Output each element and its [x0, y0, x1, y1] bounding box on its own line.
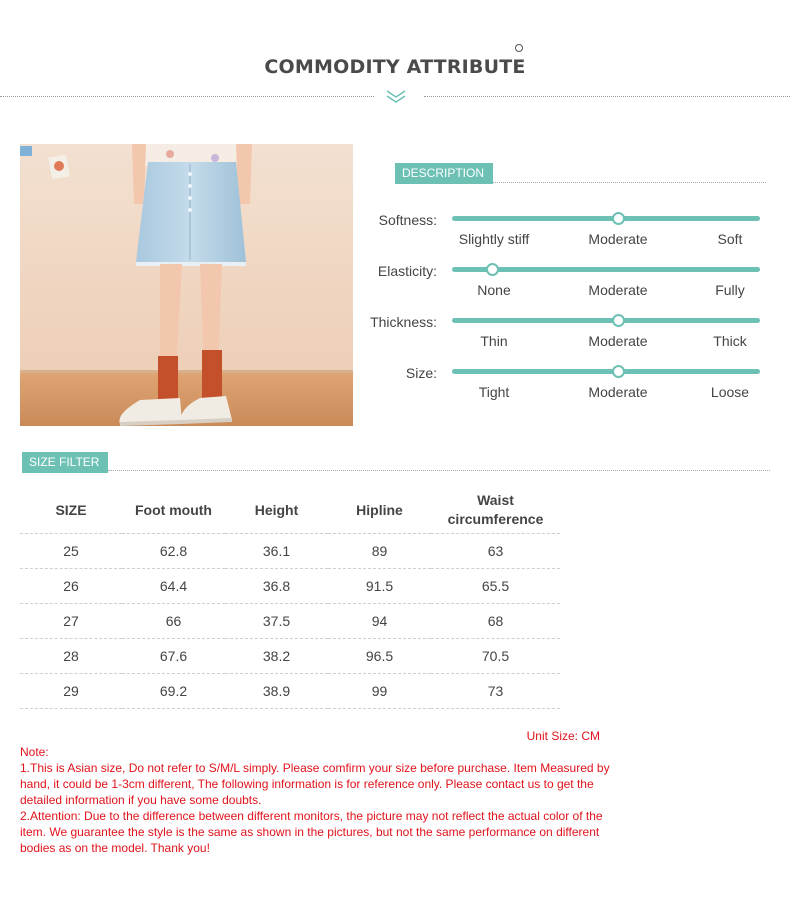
attribute-option: Slightly stiff [458, 231, 530, 247]
table-cell: 96.5 [328, 639, 431, 674]
table-row [20, 569, 560, 604]
size-filter-divider [108, 470, 770, 471]
attribute-option: Moderate [588, 231, 648, 247]
product-photo [20, 144, 353, 426]
table-cell: 94 [328, 604, 431, 639]
attribute-option: Moderate [588, 384, 648, 400]
size-filter-tag: SIZE FILTER [22, 452, 108, 473]
degree-icon [515, 44, 523, 52]
note-item: 1.This is Asian size, Do not refer to S/M/L simply. Please comfirm your size before purchase. Item Measured by hand, it could be 1-3cm different, The following information is for reference only. Please contact us to get the detailed information if you have some doubts. [20, 761, 610, 807]
table-cell: 29 [20, 674, 122, 709]
attribute-label: Softness: [378, 212, 437, 228]
table-cell: 68 [431, 604, 560, 639]
table-cell: 89 [328, 534, 431, 569]
attribute-option: Thick [713, 333, 747, 349]
table-cell: 37.5 [225, 604, 328, 639]
table-cell: 25 [20, 534, 122, 569]
attribute-option: Tight [478, 384, 510, 400]
attribute-label: Size: [405, 365, 437, 381]
double-chevron-down-icon [385, 88, 407, 104]
attribute-size [360, 364, 770, 408]
table-row [20, 534, 560, 569]
attribute-option: Fully [715, 282, 745, 298]
attribute-track [452, 369, 760, 374]
page-title: COMMODITY ATTRIBUTE [264, 56, 526, 78]
table-cell: 70.5 [431, 639, 560, 674]
table-cell: 36.8 [225, 569, 328, 604]
attribute-option: Loose [710, 384, 750, 400]
attribute-track [452, 318, 760, 323]
table-cell: 64.4 [122, 569, 225, 604]
description-tag: DESCRIPTION [395, 163, 493, 184]
table-cell: 69.2 [122, 674, 225, 709]
column-header: Foot mouth [122, 487, 225, 534]
table-cell: 73 [431, 674, 560, 709]
attribute-option: Moderate [588, 333, 648, 349]
table-cell: 27 [20, 604, 122, 639]
note-heading: Note: [20, 745, 49, 759]
column-header: Hipline [328, 487, 431, 534]
attribute-knob [612, 314, 625, 327]
column-header: Waist circumference [431, 487, 560, 534]
unit-size-label: Unit Size: CM [526, 729, 600, 743]
table-header-row [20, 487, 560, 534]
table-cell: 38.9 [225, 674, 328, 709]
header-divider-right [424, 96, 790, 97]
attribute-label: Thickness: [370, 314, 437, 330]
attribute-option: Soft [717, 231, 743, 247]
table-cell: 28 [20, 639, 122, 674]
size-table [20, 487, 560, 709]
attribute-elasticity [360, 262, 770, 306]
table-cell: 99 [328, 674, 431, 709]
column-header: SIZE [20, 487, 122, 534]
note-item: 2.Attention: Due to the difference between different monitors, the picture may not reflect the actual color of the item. We guarantee the style is the same as shown in the pictures, but not the same performance on different bodies as on the model. Thank you! [20, 809, 603, 855]
product-photo-illustration [20, 144, 353, 426]
table-cell: 63 [431, 534, 560, 569]
attribute-thickness [360, 313, 770, 357]
attribute-option: None [477, 282, 511, 298]
table-cell: 91.5 [328, 569, 431, 604]
table-row [20, 674, 560, 709]
attribute-knob [612, 365, 625, 378]
attribute-option: Thin [480, 333, 508, 349]
table-cell: 38.2 [225, 639, 328, 674]
table-cell: 65.5 [431, 569, 560, 604]
column-header: Height [225, 487, 328, 534]
table-cell: 66 [122, 604, 225, 639]
header-divider-left [0, 96, 374, 97]
attribute-track [452, 216, 760, 221]
attribute-knob [612, 212, 625, 225]
table-row [20, 604, 560, 639]
attribute-knob [486, 263, 499, 276]
attribute-option: Moderate [588, 282, 648, 298]
table-cell: 36.1 [225, 534, 328, 569]
attribute-label: Elasticity: [377, 263, 437, 279]
size-note [20, 744, 610, 856]
table-cell: 62.8 [122, 534, 225, 569]
table-cell: 67.6 [122, 639, 225, 674]
description-divider [493, 182, 766, 183]
table-row [20, 639, 560, 674]
table-cell: 26 [20, 569, 122, 604]
attribute-softness [360, 211, 770, 255]
